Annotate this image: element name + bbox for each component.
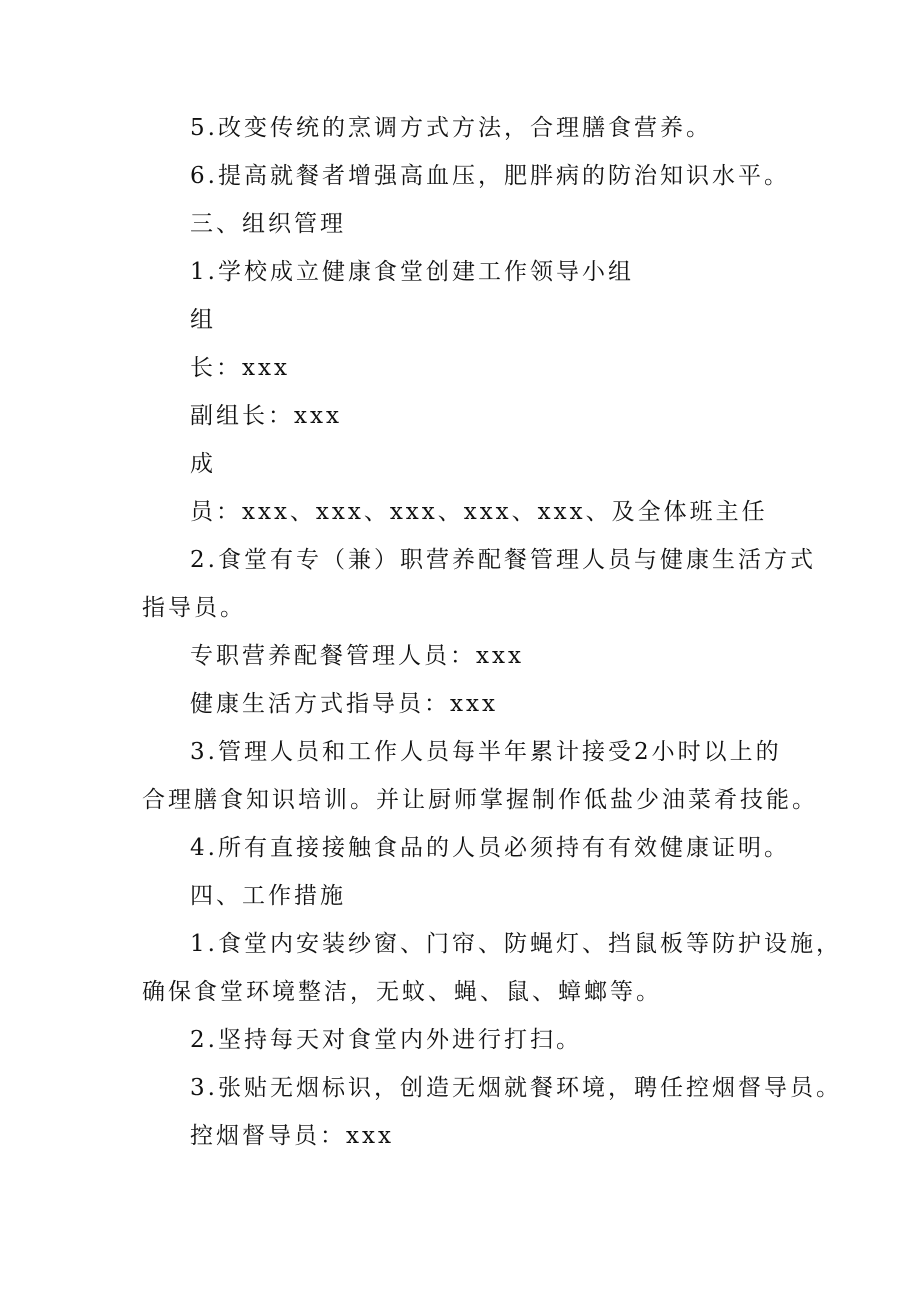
paragraph-line: 合理膳食知识培训。并让厨师掌握制作低盐少油菜肴技能。 — [142, 787, 818, 813]
paragraph-line: 指导员。 — [142, 595, 246, 621]
paragraph-line: 控烟督导员：xxx — [190, 1123, 394, 1149]
paragraph-line: 2.食堂有专（兼）职营养配餐管理人员与健康生活方式 — [190, 547, 816, 573]
paragraph-line: 确保食堂环境整洁，无蚊、蝇、鼠、蟑螂等。 — [142, 979, 662, 1005]
paragraph-line: 员：xxx、xxx、xxx、xxx、xxx、及全体班主任 — [190, 499, 768, 525]
paragraph-line: 3.张贴无烟标识，创造无烟就餐环境，聘任控烟督导员。 — [190, 1075, 842, 1101]
paragraph-line: 成 — [190, 451, 216, 477]
section-heading: 四、工作措施 — [190, 883, 346, 909]
paragraph-line: 1.食堂内安装纱窗、门帘、防蝇灯、挡鼠板等防护设施， — [190, 931, 842, 957]
paragraph-line: 组 — [190, 307, 216, 333]
paragraph-line: 2.坚持每天对食堂内外进行打扫。 — [190, 1027, 582, 1053]
paragraph-line: 4.所有直接接触食品的人员必须持有有效健康证明。 — [190, 835, 790, 861]
paragraph-line: 5.改变传统的烹调方式方法，合理膳食营养。 — [190, 115, 712, 141]
paragraph-line: 1.学校成立健康食堂创建工作领导小组 — [190, 259, 634, 285]
paragraph-line: 长：xxx — [190, 355, 290, 381]
paragraph-line: 专职营养配餐管理人员：xxx — [190, 643, 524, 669]
paragraph-line: 6.提高就餐者增强高血压，肥胖病的防治知识水平。 — [190, 163, 790, 189]
paragraph-line: 健康生活方式指导员：xxx — [190, 691, 498, 717]
paragraph-line: 3.管理人员和工作人员每半年累计接受2小时以上的 — [190, 739, 782, 765]
paragraph-line: 副组长：xxx — [190, 403, 342, 429]
section-heading: 三、组织管理 — [190, 211, 346, 237]
